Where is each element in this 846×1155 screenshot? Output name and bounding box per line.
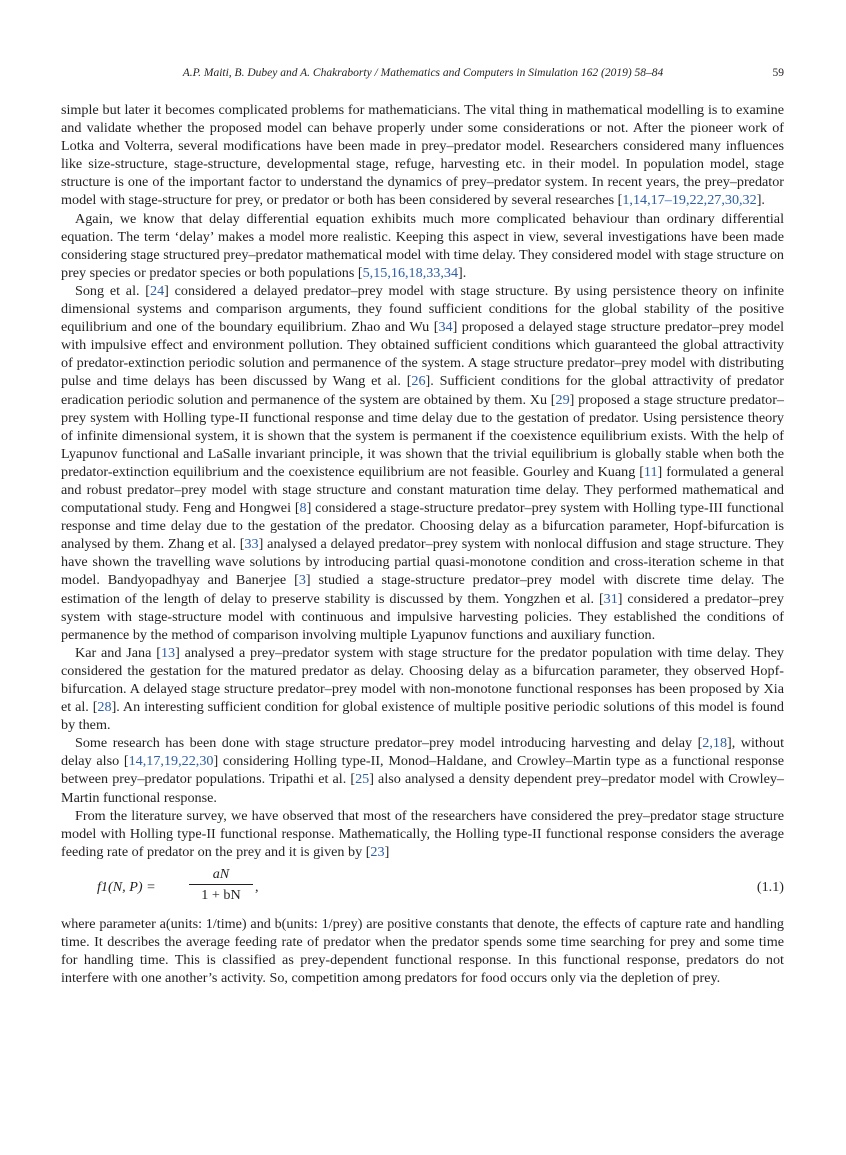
citation-link[interactable]: 24 [150, 282, 165, 299]
running-header [0, 64, 846, 84]
running-title: A.P. Maiti, B. Dubey and A. Chakraborty / Mathematics and Computers in Simulation 162 (2019) 58–84 [182, 67, 664, 79]
citation-link[interactable]: 28 [97, 699, 112, 716]
equation-comma: , [255, 878, 259, 895]
citation-link[interactable]: 5,15,16,18,33,34 [362, 264, 459, 281]
citation-link[interactable]: 33 [244, 536, 259, 553]
citation-link[interactable]: 8 [299, 500, 307, 517]
citation-link[interactable]: 2,18 [702, 735, 728, 752]
paragraph: From the literature survey, we have observed that most of the researchers have considered the prey–predator stage structure model with Holling type-II functional response. Mathematically, the Holling type-II functional response considers the average feeding rate of predator on the prey and it is given by [23] [61, 807, 784, 860]
citation-link[interactable]: 29 [555, 391, 570, 408]
citation-link[interactable]: 34 [438, 319, 453, 336]
equation-1-1 [61, 865, 784, 909]
equation-number: (1.1) [756, 878, 784, 895]
citation-link[interactable]: 25 [355, 771, 370, 788]
citation-link[interactable]: 1,14,17–19,22,27,30,32 [622, 192, 757, 209]
paragraph: Some research has been done with stage structure predator–prey model introducing harvesting and delay [2,18], without delay also [14,17,19,22,30] considering Holling type-II, Monod–Haldane, and Crowley–Martin type as a functional response between prey–predator populations. Tripathi et al. [25] also analysed a density dependent prey–predator model with Crowley–Martin functional response. [61, 735, 784, 806]
equation-fraction [189, 865, 253, 904]
paragraph: simple but later it becomes complicated problems for mathematicians. The vital thing in mathematical modelling is to examine and validate whether the proposed model can behave properly under some considerations or not. After the pioneer work of Lotka and Volterra, several modifications have been made in prey–predator model. Researchers considered many influences like size-structure, stage-structure, developmental stage, refuge, harvesting etc. in their model. In population model, stage structure is one of the important factor to understand the dynamics of prey–predator system. In recent years, the prey–predator model with stage-structure for prey, or predator or both has been considered by several researches [1,14,17–19,22,27,30,32]. [61, 102, 784, 209]
paragraph: Kar and Jana [13] analysed a prey–predator system with stage structure for the predator population with time delay. They considered the gestation for the matured predator as delay. Choosing delay as a bifurcation parameter, they observed Hopf-bifurcation. A delayed stage structure predator–prey model with non-monotone functional responses has been proposed by Xia et al. [28]. An interesting sufficient condition for global existence of multiple positive periodic solutions of this model is found by them. [61, 644, 784, 734]
citation-link[interactable]: 26 [411, 373, 426, 390]
citation-link[interactable]: 14,17,19,22,30 [128, 753, 214, 770]
article-body [61, 101, 784, 987]
page-number: 59 [772, 67, 784, 79]
equation-lhs: f1(N, P) = [97, 878, 156, 895]
equation-denominator: 1 + bN [201, 887, 241, 904]
equation-numerator: aN [189, 865, 253, 885]
citation-link[interactable]: 11 [643, 463, 658, 480]
citation-link[interactable]: 23 [370, 843, 385, 860]
citation-link[interactable]: 31 [603, 590, 618, 607]
citation-link[interactable]: 3 [298, 572, 306, 589]
paragraph: Song et al. [24] considered a delayed predator–prey model with stage structure. By using persistence theory on infinite dimensional systems and comparison arguments, they found sufficient conditions for the global stability of the positive equilibrium and one of the boundary equilibrium. Zhao and Wu [34] proposed a delayed stage structure predator–prey model with impulsive effect and environment pollution. They obtained sufficient conditions which guaranteed the global attractivity of predator-extinction periodic solution and permanence of the system. A stage structure predator–prey model with distributing pulse and time delays has been discussed by Wang et al. [26]. Sufficient conditions for the global attractivity of predator eradication periodic solution and permanence of the system are obtained by them. Xu [29] proposed a stage structure predator–prey system with Holling type-II functional response and time delay due to the gestation of predator. Using persistence theory of infinite dimensional system, it is shown that the system is permanent if the coexistence equilibrium exists. With the help of Lyapunov functional and LaSalle invariant principle, it was shown that the trivial equilibrium is globally stable when both the predator-extinction equilibrium and the coexistence equilibrium are not feasible. Gourley and Kuang [11] formulated a general and robust predator–prey model with stage structure and constant maturation time delay. They performed mathematical and computational study. Feng and Hongwei [8] considered a stage-structure predator–prey system with Holling type-III functional response and time delay due to the gestation of the predator. Choosing delay as a bifurcation parameter, Hopf-bifurcation is analysed by them. Zhang et al. [33] analysed a delayed predator–prey system with nonlocal diffusion and stage structure. They have shown the travelling wave solutions by introducing partial quasi-monotone condition and cross-iteration scheme in that model. Bandyopadhyay and Banerjee [3] studied a stage-structure predator–prey model with discrete time delay. The estimation of the length of delay to preserve stability is discussed by them. Yongzhen et al. [31] considered a predator–prey system with stage-structure model with continuous and impulsive harvesting policies. They established the conditions of permanence by the method of comparison involving multiple Lyapunov functions and auxiliary function. [61, 282, 785, 643]
citation-link[interactable]: 13 [160, 644, 176, 661]
paragraph-closing: where parameter a(units: 1/time) and b(units: 1/prey) are positive constants that denote, the effects of capture rate and handling time. It describes the average feeding rate of predator when the predator spends some time searching for prey and some time for handling time. This is classified as prey-dependent functional response. In this functional response, predators do not interfere with one another’s activity. So, competition among predators for food occurs only via the depletion of prey. [61, 915, 784, 987]
paragraph: Again, we know that delay differential equation exhibits much more complicated behaviour than ordinary differential equation. The term ‘delay’ makes a model more realistic. Keeping this aspect in view, several investigations have been made considering stage structured prey–predator mathematical model with time delay. They considered model with stage structure on prey species or predator species or both populations [5,15,16,18,33,34]. [61, 210, 784, 281]
